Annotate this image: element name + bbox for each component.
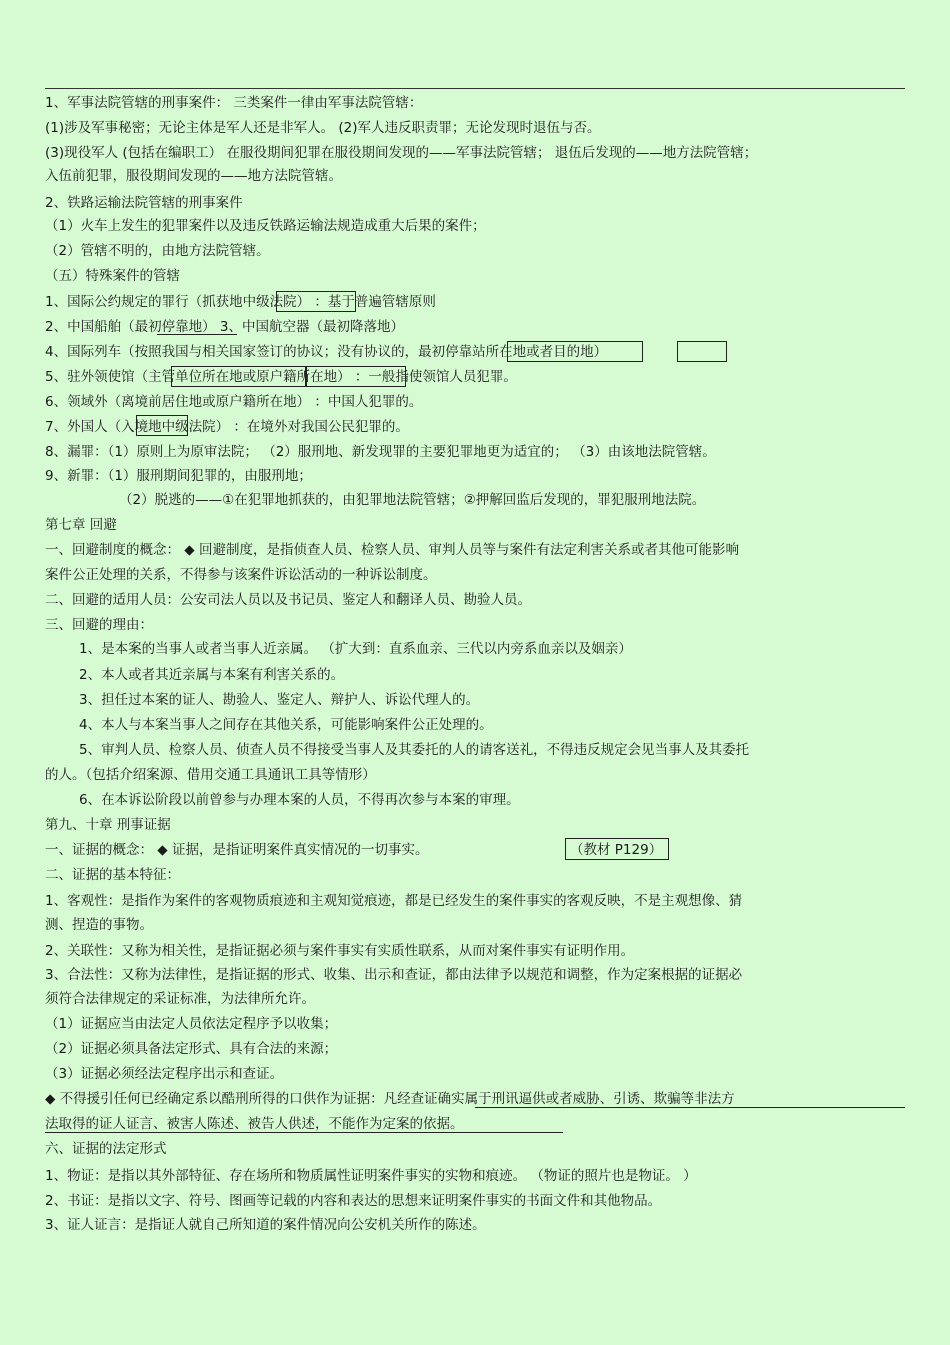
text-line: 须符合法律规定的采证标准，为法律所允许。 (45, 991, 315, 1007)
text-line: 3、担任过本案的证人、勘验人、鉴定人、辩护人、诉讼代理人的。 (79, 692, 480, 708)
text-line: 9、新罪：（1）服刑期间犯罪的，由服刑地； (45, 468, 312, 484)
text-line: 1、客观性：是指作为案件的客观物质痕迹和主观知觉痕迹，都是已经发生的案件事实的客观反映，不是主观想像、猜 (45, 893, 743, 909)
text-line: 1、军事法院管辖的刑事案件： 三类案件一律由军事法院管辖： (45, 95, 423, 111)
annotation-underline (45, 1132, 563, 1133)
text-line: 测、捏造的事物。 (45, 917, 153, 933)
text-line: (1)涉及军事秘密；无论主体是军人还是非军人。 (2)军人违反职责罪；无论发现时退伍与否。 (45, 120, 601, 136)
text-line: 法取得的证人证言、被害人陈述、被告人供述，不能作为定案的依据。 (45, 1116, 464, 1132)
text-line: 6、领域外（离境前居住地或原户籍所在地） ：中国人犯罪的。 (45, 394, 423, 410)
text-line: 3、证人证言：是指证人就自己所知道的案件情况向公安机关所作的陈述。 (45, 1217, 486, 1233)
annotation-box (306, 366, 406, 387)
text-line: 入伍前犯罪，服役期间发现的——地方法院管辖。 (45, 168, 342, 184)
chapter-heading: 第七章 回避 (45, 517, 117, 533)
annotation-box (677, 341, 727, 362)
text-line: 2、本人或者其近亲属与本案有利害关系的。 (79, 667, 345, 683)
text-line: （2）证据必须具备法定形式、具有合法的来源； (45, 1041, 338, 1057)
text-line: 二、证据的基本特征： (45, 867, 180, 883)
text-line: 4、国际列车（按照我国与相关国家签订的协议；没有协议的，最初停靠站所在地或者目的地） (45, 344, 608, 360)
text-line: 2、书证：是指以文字、符号、图画等记载的内容和表达的思想来证明案件事实的书面文件和其他物品。 (45, 1193, 662, 1209)
text-line: 2、中国船舶（最初停靠地） 3、中国航空器（最初降落地） (45, 319, 404, 335)
text-line: 三、回避的理由： (45, 617, 153, 633)
text-line: 二、回避的适用人员：公安司法人员以及书记员、鉴定人和翻译人员、勘验人员。 (45, 592, 531, 608)
text-line: 2、关联性：又称为相关性，是指证据必须与案件事实有实质性联系，从而对案件事实有证明作用。 (45, 943, 635, 959)
text-line: （2）脱逃的——①在犯罪地抓获的，由犯罪地法院管辖；②押解回监后发现的，罪犯服刑地法院。 (119, 492, 706, 508)
text-line: （3）证据必须经法定程序出示和查证。 (45, 1066, 284, 1082)
text-line: 6、在本诉讼阶段以前曾参与办理本案的人员，不得再次参与本案的审理。 (79, 792, 520, 808)
text-line: (3)现役军人 (包括在编职工） 在服役期间犯罪在服役期间发现的——军事法院管辖； 退伍后发现的——地方法院管辖； (45, 145, 758, 161)
text-line: ◆ 不得援引任何已经确定系以酷刑所得的口供作为证据：凡经查证确实属于刑讯逼供或者威胁、引诱、欺骗等非法方 (45, 1091, 735, 1107)
textbook-reference: （教材 P129） (570, 842, 663, 858)
text-line: 一、回避制度的概念： ◆ 回避制度，是指侦查人员、检察人员、审判人员等与案件有法定利害关系或者其他可能影响 (45, 542, 739, 558)
text-line: 1、是本案的当事人或者当事人近亲属。 （扩大到：直系血亲、三代以内旁系血亲以及姻亲） (79, 641, 632, 657)
text-line: （五）特殊案件的管辖 (45, 268, 180, 284)
text-line: 的人。（包括介绍案源、借用交通工具通讯工具等情形） (45, 767, 376, 783)
text-line: 1、国际公约规定的罪行（抓获地中级法院） ：基于普遍管辖原则 (45, 294, 436, 310)
text-line: 4、本人与本案当事人之间存在其他关系，可能影响案件公正处理的。 (79, 717, 493, 733)
annotation-box (565, 838, 669, 860)
text-line: 8、漏罪：（1）原则上为原审法院； （2）服刑地、新发现罪的主要犯罪地更为适宜的； （3）由该地法院管辖。 (45, 444, 716, 460)
annotation-box (507, 341, 643, 362)
chapter-heading: 第九、十章 刑事证据 (45, 817, 171, 833)
text-line: 案件公正处理的关系，不得参与该案件诉讼活动的一种诉讼制度。 (45, 567, 437, 583)
annotation-underline (157, 334, 237, 335)
text-line: 2、铁路运输法院管辖的刑事案件 (45, 195, 243, 211)
text-line: （1）证据应当由法定人员依法定程序予以收集； (45, 1016, 338, 1032)
text-line: 1、物证：是指以其外部特征、存在场所和物质属性证明案件事实的实物和痕迹。 （物证的照片也是物证。 ） (45, 1168, 697, 1184)
header-rule (45, 88, 905, 89)
annotation-underline (475, 1107, 905, 1108)
text-line: 5、审判人员、检察人员、侦查人员不得接受当事人及其委托的人的请客送礼，不得违反规定会见当事人及其委托 (79, 742, 750, 758)
text-line: （2）管辖不明的，由地方法院管辖。 (45, 243, 270, 259)
annotation-box (276, 291, 356, 312)
text-line: 7、外国人（入境地中级法院） ：在境外对我国公民犯罪的。 (45, 419, 409, 435)
text-line: 六、证据的法定形式 (45, 1141, 167, 1157)
annotation-box (136, 415, 188, 436)
text-line: 5、驻外领使馆（主管单位所在地或原户籍所在地） ：一般指使领馆人员犯罪。 (45, 369, 517, 385)
text-line: 3、合法性：又称为法律性，是指证据的形式、收集、出示和查证，都由法律予以规范和调整，作为定案根据的证据必 (45, 967, 743, 983)
text-line: 一、证据的概念： ◆ 证据，是指证明案件真实情况的一切事实。 (45, 842, 429, 858)
annotation-box (171, 366, 306, 387)
text-line: （1）火车上发生的犯罪案件以及违反铁路运输法规造成重大后果的案件； (45, 218, 486, 234)
